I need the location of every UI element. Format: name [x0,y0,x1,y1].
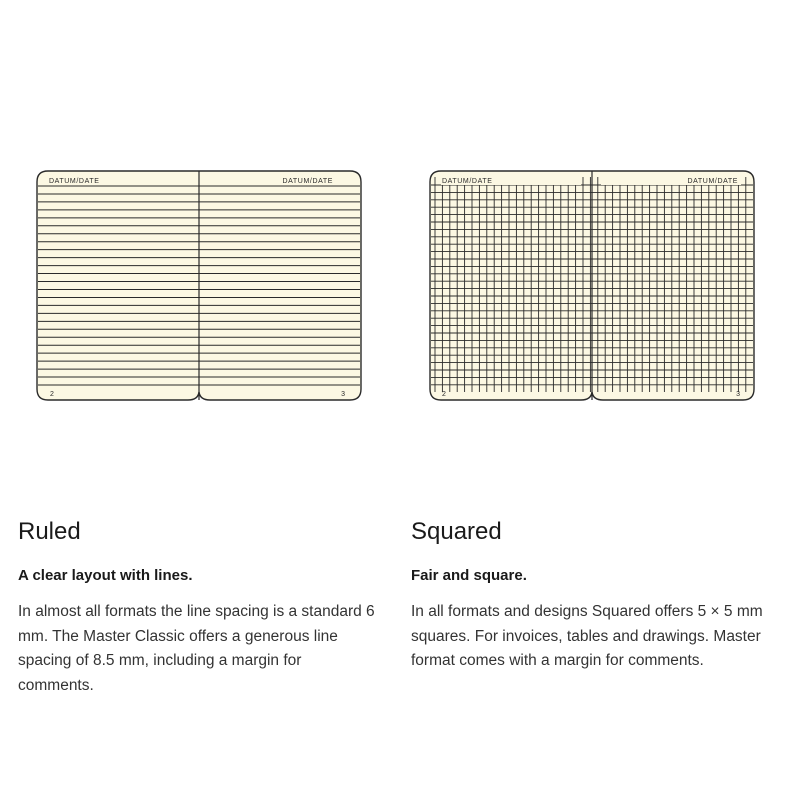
squared-subtitle: Fair and square. [411,567,527,584]
ruled-date-label-left: DATUM/DATE [49,178,100,185]
ruled-page-number-left: 2 [50,391,54,398]
ruled-notebook-illustration [36,170,362,401]
ruled-date-label-right: DATUM/DATE [282,178,333,185]
squared-date-label-right: DATUM/DATE [687,178,738,185]
ruled-page-number-right: 3 [341,391,345,398]
squared-title: Squared [411,518,502,545]
squared-section [411,515,771,674]
squared-date-label-left: DATUM/DATE [442,178,493,185]
squared-notebook-spread [429,170,755,401]
ruled-description: In almost all formats the line spacing is a standard 6 mm. The Master Classic offers a generous line spacing of 8.5 mm, including a margin for comments. [18,603,375,694]
squared-description: In all formats and designs Squared offers 5 × 5 mm squares. For invoices, tables and drawings. Master format comes with a margin for comments. [411,603,763,669]
ruled-notebook-spread [36,170,362,401]
squared-page-number-right: 3 [736,391,740,398]
squared-page-number-left: 2 [442,391,446,398]
squared-notebook-illustration [429,170,755,401]
ruled-title: Ruled [18,518,81,545]
ruled-subtitle: A clear layout with lines. [18,567,193,584]
ruled-section [18,515,378,698]
